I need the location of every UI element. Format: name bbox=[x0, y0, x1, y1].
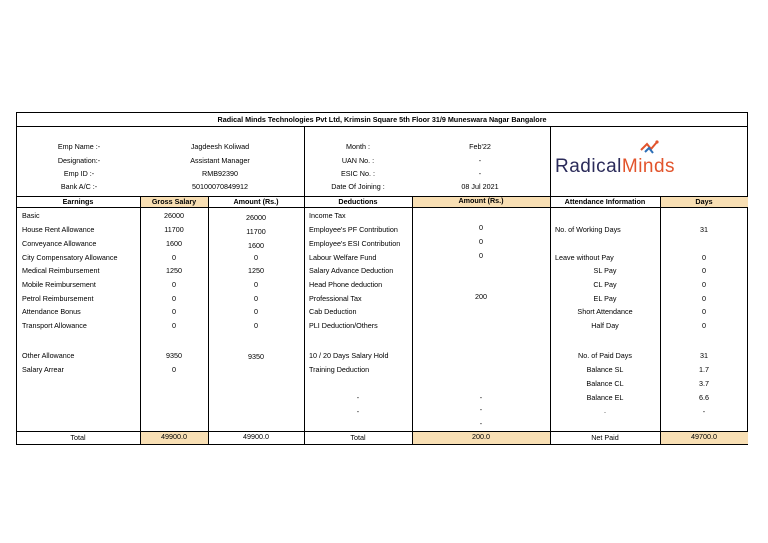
deduction-label: PLI Deduction/Others bbox=[309, 321, 378, 330]
total-top-line bbox=[16, 431, 748, 432]
attendance-days: 0 bbox=[702, 253, 706, 262]
earning-gross: 0 bbox=[172, 307, 176, 316]
earnings-header: Earnings bbox=[62, 197, 94, 206]
amount-total: 49900.0 bbox=[243, 432, 269, 441]
earning-amount: 1250 bbox=[248, 266, 264, 275]
earning-gross: 0 bbox=[172, 294, 176, 303]
earning-gross: 11700 bbox=[164, 225, 184, 234]
emp-id-value: RMB92390 bbox=[202, 169, 238, 178]
earning-label: Other Allowance bbox=[22, 351, 75, 360]
attendance-label: Balance SL bbox=[586, 365, 624, 374]
deduction-label: Employee's ESI Contribution bbox=[309, 239, 401, 248]
filler-dash: - bbox=[479, 393, 483, 402]
earning-amount: 0 bbox=[254, 321, 258, 330]
deduction-label: Salary Advance Deduction bbox=[309, 266, 394, 275]
earning-amount: 11700 bbox=[246, 227, 266, 236]
attendance-label: No. of Paid Days bbox=[578, 351, 632, 360]
emp-id-label: Emp ID :- bbox=[63, 169, 95, 178]
earning-label: Conveyance Allowance bbox=[22, 239, 97, 248]
attendance-days: 31 bbox=[700, 351, 708, 360]
doj-label: Date Of Joining : bbox=[331, 182, 385, 191]
ded-amount-header: Amount (Rs.) bbox=[458, 196, 504, 205]
attendance-label: Leave without Pay bbox=[555, 253, 614, 262]
deduction-amount: 200 bbox=[475, 292, 487, 301]
logo-text bbox=[555, 156, 675, 177]
logo-text-a: Radical bbox=[555, 156, 622, 177]
earning-label: Petrol Reimbursement bbox=[22, 294, 94, 303]
designation-label: Designation:- bbox=[57, 156, 101, 165]
deduction-label: Employee's PF Contribution bbox=[309, 225, 398, 234]
net-paid-value: 49700.0 bbox=[691, 432, 717, 441]
earning-amount: 1600 bbox=[248, 241, 264, 250]
deduction-label: Cab Deduction bbox=[309, 307, 357, 316]
attendance-days: 3.7 bbox=[699, 379, 709, 388]
earning-gross: 26000 bbox=[164, 211, 184, 220]
deductions-total-label: Total bbox=[350, 433, 366, 442]
earning-label: Attendance Bonus bbox=[22, 307, 81, 316]
month-value: Feb'22 bbox=[469, 142, 491, 151]
designation-value: Assistant Manager bbox=[190, 156, 250, 165]
net-paid-label: Net Paid bbox=[591, 433, 619, 442]
logo-text-b: Minds bbox=[621, 156, 676, 177]
deduction-label: Professional Tax bbox=[309, 294, 362, 303]
earning-label: Salary Arrear bbox=[22, 365, 64, 374]
earning-amount: 0 bbox=[254, 253, 258, 262]
attendance-days: 0 bbox=[702, 307, 706, 316]
earning-gross: 1250 bbox=[166, 266, 182, 275]
earning-amount: 0 bbox=[254, 307, 258, 316]
attendance-days: 0 bbox=[702, 280, 706, 289]
earning-amount: 0 bbox=[254, 280, 258, 289]
amount-header: Amount (Rs.) bbox=[233, 197, 279, 206]
filler-dash: - bbox=[356, 407, 360, 416]
deduction-label: Labour Welfare Fund bbox=[309, 253, 377, 262]
filler-dash: - bbox=[479, 405, 483, 414]
radical-minds-logo bbox=[541, 138, 741, 188]
deduction-amount: 0 bbox=[479, 251, 483, 260]
earning-label: Basic bbox=[22, 211, 40, 220]
emp-name-label: Emp Name :- bbox=[57, 142, 101, 151]
company-title: Radical Minds Technologies Pvt Ltd, Krimsin Square 5th Floor 31/9 Muneswara Nagar Bangalore bbox=[217, 115, 547, 124]
earning-amount: 9350 bbox=[248, 352, 264, 361]
attendance-label: . bbox=[604, 406, 606, 415]
uan-value: - bbox=[478, 156, 482, 165]
total-label: Total bbox=[70, 433, 86, 442]
attendance-label: Half Day bbox=[591, 321, 619, 330]
deduction-label: Training Deduction bbox=[309, 365, 370, 374]
gross-total: 49900.0 bbox=[161, 432, 187, 441]
doj-value: 08 Jul 2021 bbox=[461, 182, 499, 191]
attendance-days: 1.7 bbox=[699, 365, 709, 374]
attendance-days: 6.6 bbox=[699, 393, 709, 402]
bank-label: Bank A/C :- bbox=[60, 182, 98, 191]
filler-dash: - bbox=[356, 393, 360, 402]
esic-value: - bbox=[478, 169, 482, 178]
esic-label: ESIC No. : bbox=[341, 169, 375, 178]
attendance-label: Short Attendance bbox=[577, 307, 633, 316]
deductions-total: 200.0 bbox=[472, 432, 490, 441]
attendance-header: Attendance Information bbox=[564, 197, 646, 206]
earning-gross: 0 bbox=[172, 253, 176, 262]
attendance-label: Balance EL bbox=[586, 393, 624, 402]
uan-label: UAN No. : bbox=[341, 156, 375, 165]
emp-name-value: Jagdeesh Koliwad bbox=[190, 142, 250, 151]
earning-label: Mobile Reimbursement bbox=[22, 280, 96, 289]
attendance-days: 0 bbox=[702, 294, 706, 303]
attendance-days: - bbox=[702, 407, 706, 416]
attendance-days: 0 bbox=[702, 321, 706, 330]
attendance-label: EL Pay bbox=[593, 294, 617, 303]
deduction-label: Income Tax bbox=[309, 211, 346, 220]
deductions-header: Deductions bbox=[338, 197, 378, 206]
earning-gross: 1600 bbox=[166, 239, 182, 248]
deduction-amount: 0 bbox=[479, 237, 483, 246]
logo-mark-icon bbox=[541, 138, 741, 188]
attendance-label: No. of Working Days bbox=[555, 225, 621, 234]
earning-label: House Rent Allowance bbox=[22, 225, 95, 234]
title-divider bbox=[16, 126, 748, 127]
earning-gross: 0 bbox=[172, 321, 176, 330]
attendance-days: 31 bbox=[700, 225, 708, 234]
attendance-label: CL Pay bbox=[593, 280, 617, 289]
attendance-label: SL Pay bbox=[593, 266, 617, 275]
earning-label: City Compensatory Allowance bbox=[22, 253, 118, 262]
earning-label: Medical Reimbursement bbox=[22, 266, 100, 275]
deduction-amount: 0 bbox=[479, 223, 483, 232]
deduction-label: 10 / 20 Days Salary Hold bbox=[309, 351, 389, 360]
attendance-days: 0 bbox=[702, 266, 706, 275]
earning-gross: 0 bbox=[172, 280, 176, 289]
earning-gross: 9350 bbox=[166, 351, 182, 360]
days-header: Days bbox=[695, 197, 713, 206]
attendance-label: Balance CL bbox=[586, 379, 624, 388]
filler-dash: - bbox=[479, 419, 483, 428]
bank-value: 50100070849912 bbox=[192, 182, 248, 191]
earning-amount: 0 bbox=[254, 294, 258, 303]
month-label: Month : bbox=[346, 142, 370, 151]
earning-label: Transport Allowance bbox=[22, 321, 87, 330]
earning-amount: 26000 bbox=[246, 213, 266, 222]
deduction-label: Head Phone deduction bbox=[309, 280, 383, 289]
earning-gross: 0 bbox=[172, 365, 176, 374]
gross-header: Gross Salary bbox=[151, 197, 197, 206]
header-bottom-line bbox=[16, 207, 748, 208]
